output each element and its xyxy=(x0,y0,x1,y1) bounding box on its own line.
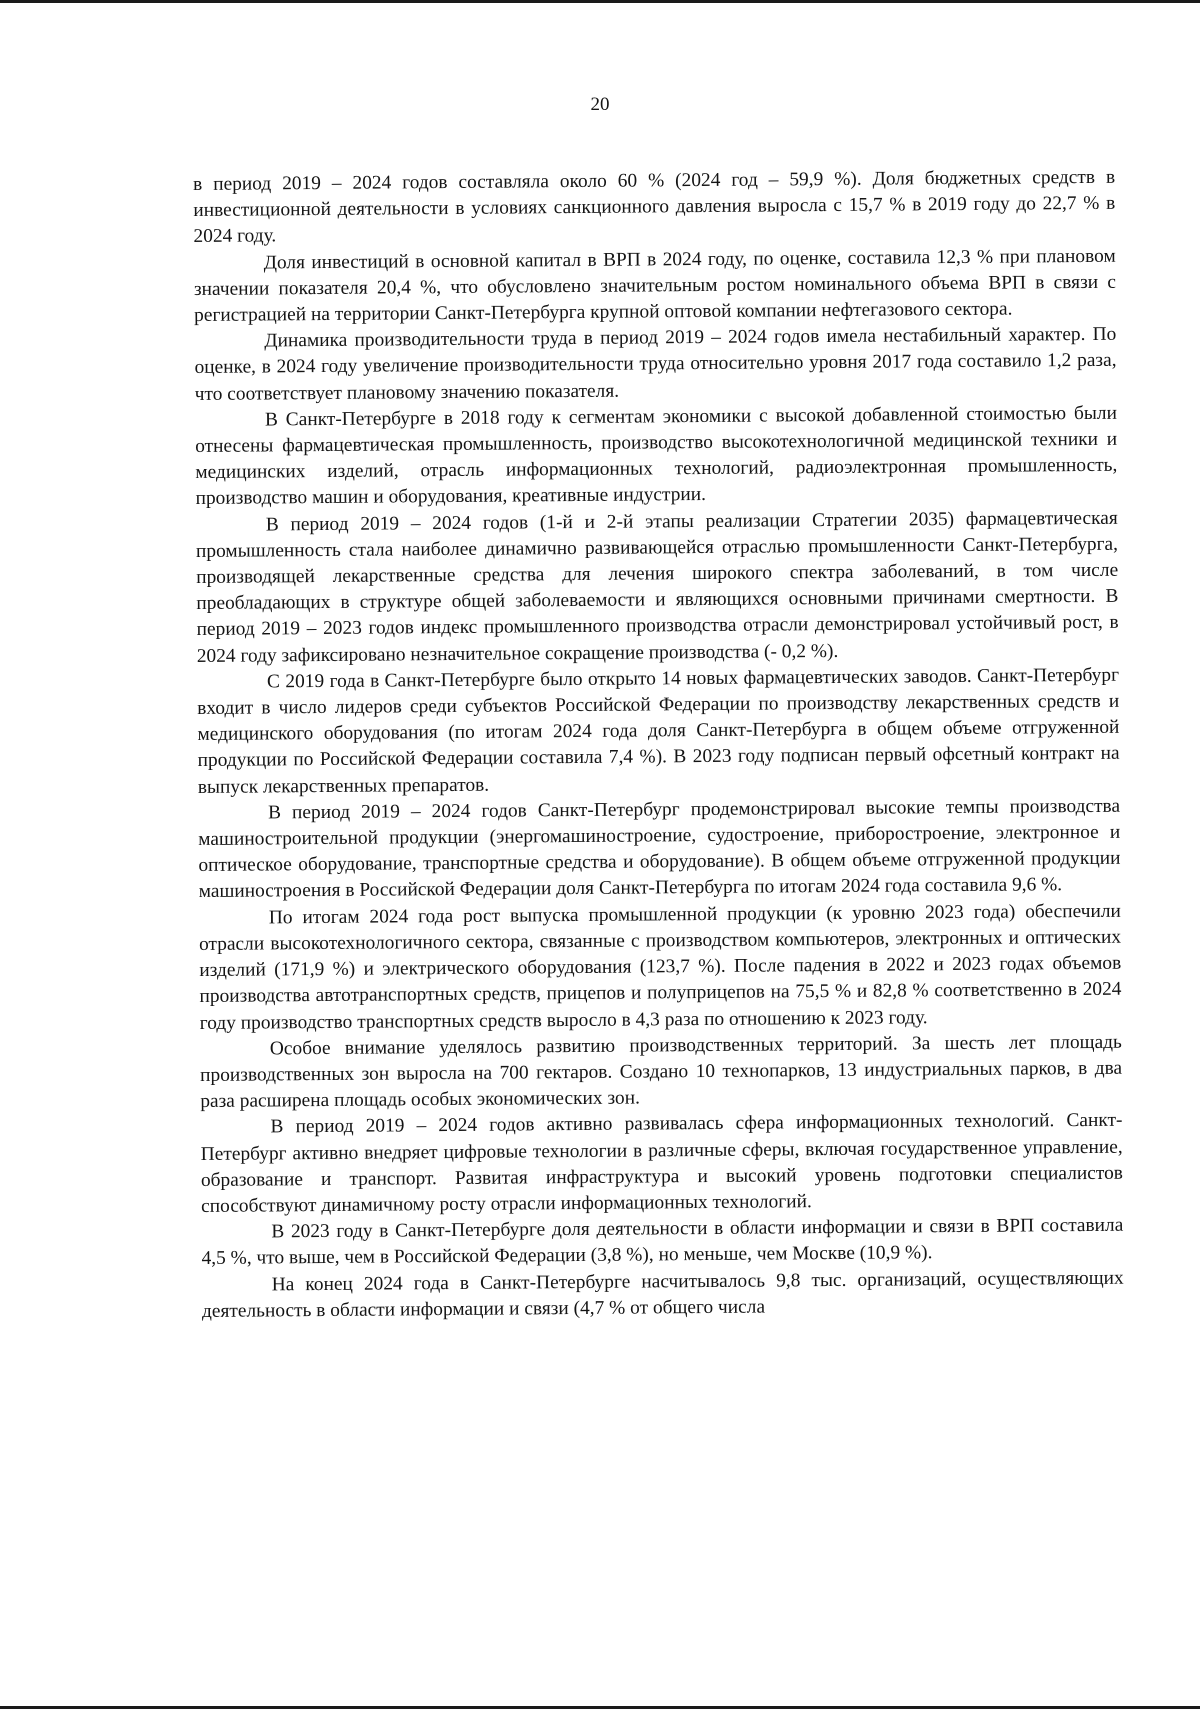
paragraph: Особое внимание уделялось развитию производственных территорий. За шесть лет площадь производственных зон выросла на 700 гектаров. Создано 10 технопарков, 13 индустриальных парков, в два раза расширена площадь особых экономических зон. xyxy=(200,1031,1123,1113)
paragraph: Доля инвестиций в основной капитал в ВРП в 2024 году, по оценке, составила 12,3 % при плановом значении показателя 20,4 %, что обусловлено значительным ростом номинального объема ВРП в связи с регистрацией на территории Санкт-Петербурга крупной оптовой компании нефтегазового сектора. xyxy=(193,245,1116,327)
paragraph: С 2019 года в Санкт-Петербурге было открыто 14 новых фармацевтических заводов. Санкт-Петербург входит в число лидеров среди субъектов Российской Федерации по производству лекарственных средств и медицинского оборудования (по итогам 2024 года доля Санкт-Петербурга в общем объеме отгруженной продукции по Российской Федерации составила 7,4 %). В 2023 году подписан первый офсетный контракт на выпуск лекарственных препаратов. xyxy=(197,664,1120,798)
paragraph: В Санкт-Петербурге в 2018 году к сегментам экономики с высокой добавленной стоимостью были отнесены фармацевтическая промышленность, производство высокотехнологичной медицинской техники и медицинских изделий, отрасль информационных технологий, радиоэлектронная промышленность, производство машин и оборудования, креативные индустрии. xyxy=(195,402,1118,510)
scan-edge-top xyxy=(0,0,1200,3)
paragraph: В период 2019 – 2024 годов активно развивалась сфера информационных технологий. Санкт-Петербург активно внедряет цифровые технологии в различные сферы, включая государственное управление, образование и транспорт. Развитая инфраструктура и высокий уровень подготовки специалистов способствуют динамичному росту отрасли информационных технологий. xyxy=(200,1110,1123,1217)
body-text xyxy=(193,165,1124,1325)
paragraph: в период 2019 – 2024 годов составляла около 60 % (2024 год – 59,9 %). Доля бюджетных средств в инвестиционной деятельности в условиях санкционного давления выросла с 15,7 % в 2019 году до 22,7 % в 2024 году. xyxy=(193,166,1116,248)
paragraph: В период 2019 – 2024 годов Санкт-Петербург продемонстрировал высокие темпы производства машиностроительной продукции (энергомашиностроение, судостроение, приборостроение, электронное и оптическое оборудование, транспортные средства и оборудование). В общем объеме отгруженной продукции машиностроения в Российской Федерации доля Санкт-Петербурга по итогам 2024 года составила 9,6 %. xyxy=(198,795,1121,903)
paragraph: В 2023 году в Санкт-Петербурге доля деятельности в области информации и связи в ВРП составила 4,5 %, что выше, чем в Российской Федерации (3,8 %), но меньше, чем Москве (10,9 %). xyxy=(201,1214,1124,1270)
page-number: 20 xyxy=(590,94,610,115)
paragraph: Динамика производительности труда в период 2019 – 2024 годов имела нестабильный характер. По оценке, в 2024 году увеличение производительности труда относительно уровня 2017 года составило 1,2 раза, что соответствует плановому значению показателя. xyxy=(194,323,1117,405)
paragraph: На конец 2024 года в Санкт-Петербурге насчитывалось 9,8 тыс. организаций, осуществляющих деятельность в области информации и связи (4,7 % от общего числа xyxy=(201,1267,1124,1322)
paragraph: В период 2019 – 2024 годов (1-й и 2-й этапы реализации Стратегии 2035) фармацевтическая промышленность стала наиболее динамично развивающейся отраслью промышленности Санкт-Петербурга, производящей лекарственные средства для лечения широкого спектра заболеваний, в том числе преобладающих в структуре общей заболеваемости и являющихся основными причинами смертности. В период 2019 – 2023 годов индекс промышленного производства отрасли демонстрировал устойчивый рост, в 2024 году зафиксировано незначительное сокращение производства (- 0,2 %). xyxy=(195,507,1119,667)
paragraph: По итогам 2024 года рост выпуска промышленной продукции (к уровню 2023 года) обеспечили отрасли высокотехнологичного сектора, связанные с производством компьютеров, электронных и оптических изделий (171,9 %) и электрического оборудования (123,7 %). После падения в 2022 и 2023 годах объемов производства автотранспортных средств, прицепов и полуприцепов на 75,5 % и 82,8 % соответственно в 2024 году производство транспортных средств выросло в 4,3 раза по отношению к 2023 году. xyxy=(198,900,1122,1034)
